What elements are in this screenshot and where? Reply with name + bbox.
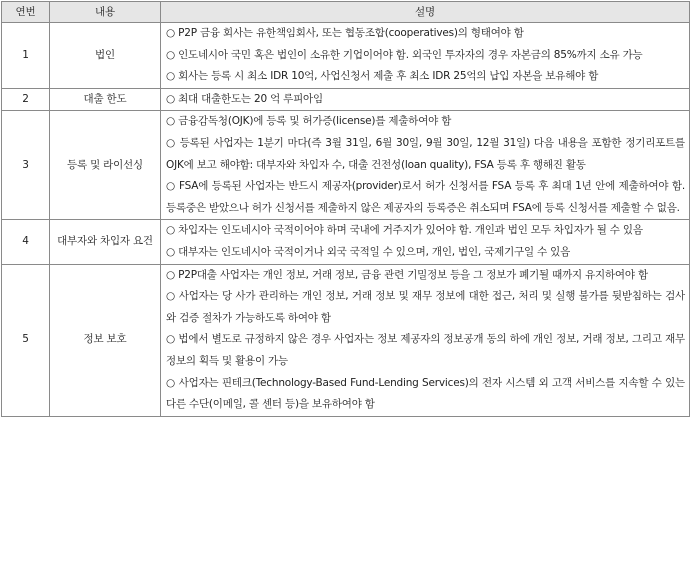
row-category: 법인	[50, 23, 161, 89]
regulation-table	[1, 1, 690, 417]
table-row	[2, 111, 690, 220]
row-description	[161, 111, 690, 220]
description-line: ○ 법에서 별도로 규정하지 않은 경우 사업자는 정보 제공자의 정보공개 동의 하에 개인 정보, 거래 정보, 그리고 재무 정보의 획득 및 활용이 가능	[166, 333, 685, 367]
description-line: ○ 회사는 등록 시 최소 IDR 10억, 사업신청서 제출 후 최소 IDR 25억의 납입 자본을 보유해야 함	[166, 70, 599, 83]
table-row	[2, 23, 690, 89]
description-line: ○ P2P대출 사업자는 개인 정보, 거래 정보, 금융 관련 기밀정보 등을 그 정보가 폐기될 때까지 유지하여야 함	[166, 268, 648, 281]
table-row	[2, 88, 690, 111]
header-description: 설명	[161, 2, 690, 23]
description-line: ○ 사업자는 당 사가 관리하는 개인 정보, 거래 정보 및 재무 정보에 대한 접근, 처리 및 실행 불가를 뒷받침하는 검사와 검증 절차가 가능하도록 하여야 함	[166, 290, 685, 324]
row-category: 대출 한도	[50, 88, 161, 111]
row-category: 정보 보호	[50, 264, 161, 416]
description-line: ○ P2P 금융 회사는 유한책임회사, 또는 협동조합(cooperatives)의 형태여야 함	[166, 27, 524, 39]
row-description	[161, 264, 690, 416]
description-line: ○ 금융감독청(OJK)에 등록 및 허가증(license)를 제출하여야 함	[166, 115, 452, 128]
description-line: ○ 최대 대출한도는 20 억 루피아임	[166, 92, 323, 105]
description-line: ○ 인도네시아 국민 혹은 법인이 소유한 기업이어야 함. 외국인 투자자의 경우 자본금의 85%까지 소유 가능	[166, 48, 643, 61]
table-row	[2, 264, 690, 416]
row-category: 등록 및 라이선싱	[50, 111, 161, 220]
description-line: ○ 차입자는 인도네시아 국적이어야 하며 국내에 거주지가 있어야 함. 개인과 법인 모두 차입자가 될 수 있음	[166, 224, 643, 237]
row-description	[161, 220, 690, 264]
row-description	[161, 23, 690, 89]
description-line: ○ 사업자는 핀테크(Technology-Based Fund-Lending Services)의 전자 시스템 외 고객 서비스를 지속할 수 있는 다른 수단(이메일, 콜 센터 등)을 보유하여야 함	[166, 376, 685, 411]
row-number: 2	[2, 88, 50, 111]
table-header-row	[2, 2, 690, 23]
row-category: 대부자와 차입자 요건	[50, 220, 161, 264]
header-content: 내용	[50, 2, 161, 23]
row-number: 3	[2, 111, 50, 220]
header-number: 연번	[2, 2, 50, 23]
description-line: ○ FSA에 등록된 사업자는 반드시 제공자(provider)로서 허가 신청서를 FSA 등록 후 최대 1년 안에 제출하여야 함. 등록중은 받았으나 허가 신청서를 제출하지 않은 제공자의 등록증은 취소되며 FSA에 등록 신청서를 제출할 수 없음.	[166, 180, 685, 214]
row-number: 5	[2, 264, 50, 416]
row-number: 4	[2, 220, 50, 264]
description-line: ○ 등록된 사업자는 1분기 마다(즉 3월 31일, 6월 30일, 9월 30일, 12월 31일) 다음 내용을 포함한 정기리포트를 OJK에 보고 해야함: 대부자와 차입자 수, 대출 건전성(loan quality), FSA 등록 후 행해진 활동	[166, 136, 685, 171]
table-row	[2, 220, 690, 264]
row-number: 1	[2, 23, 50, 89]
row-description	[161, 88, 690, 111]
description-line: ○ 대부자는 인도네시아 국적이거나 외국 국적일 수 있으며, 개인, 법인, 국제기구일 수 있음	[166, 245, 571, 258]
